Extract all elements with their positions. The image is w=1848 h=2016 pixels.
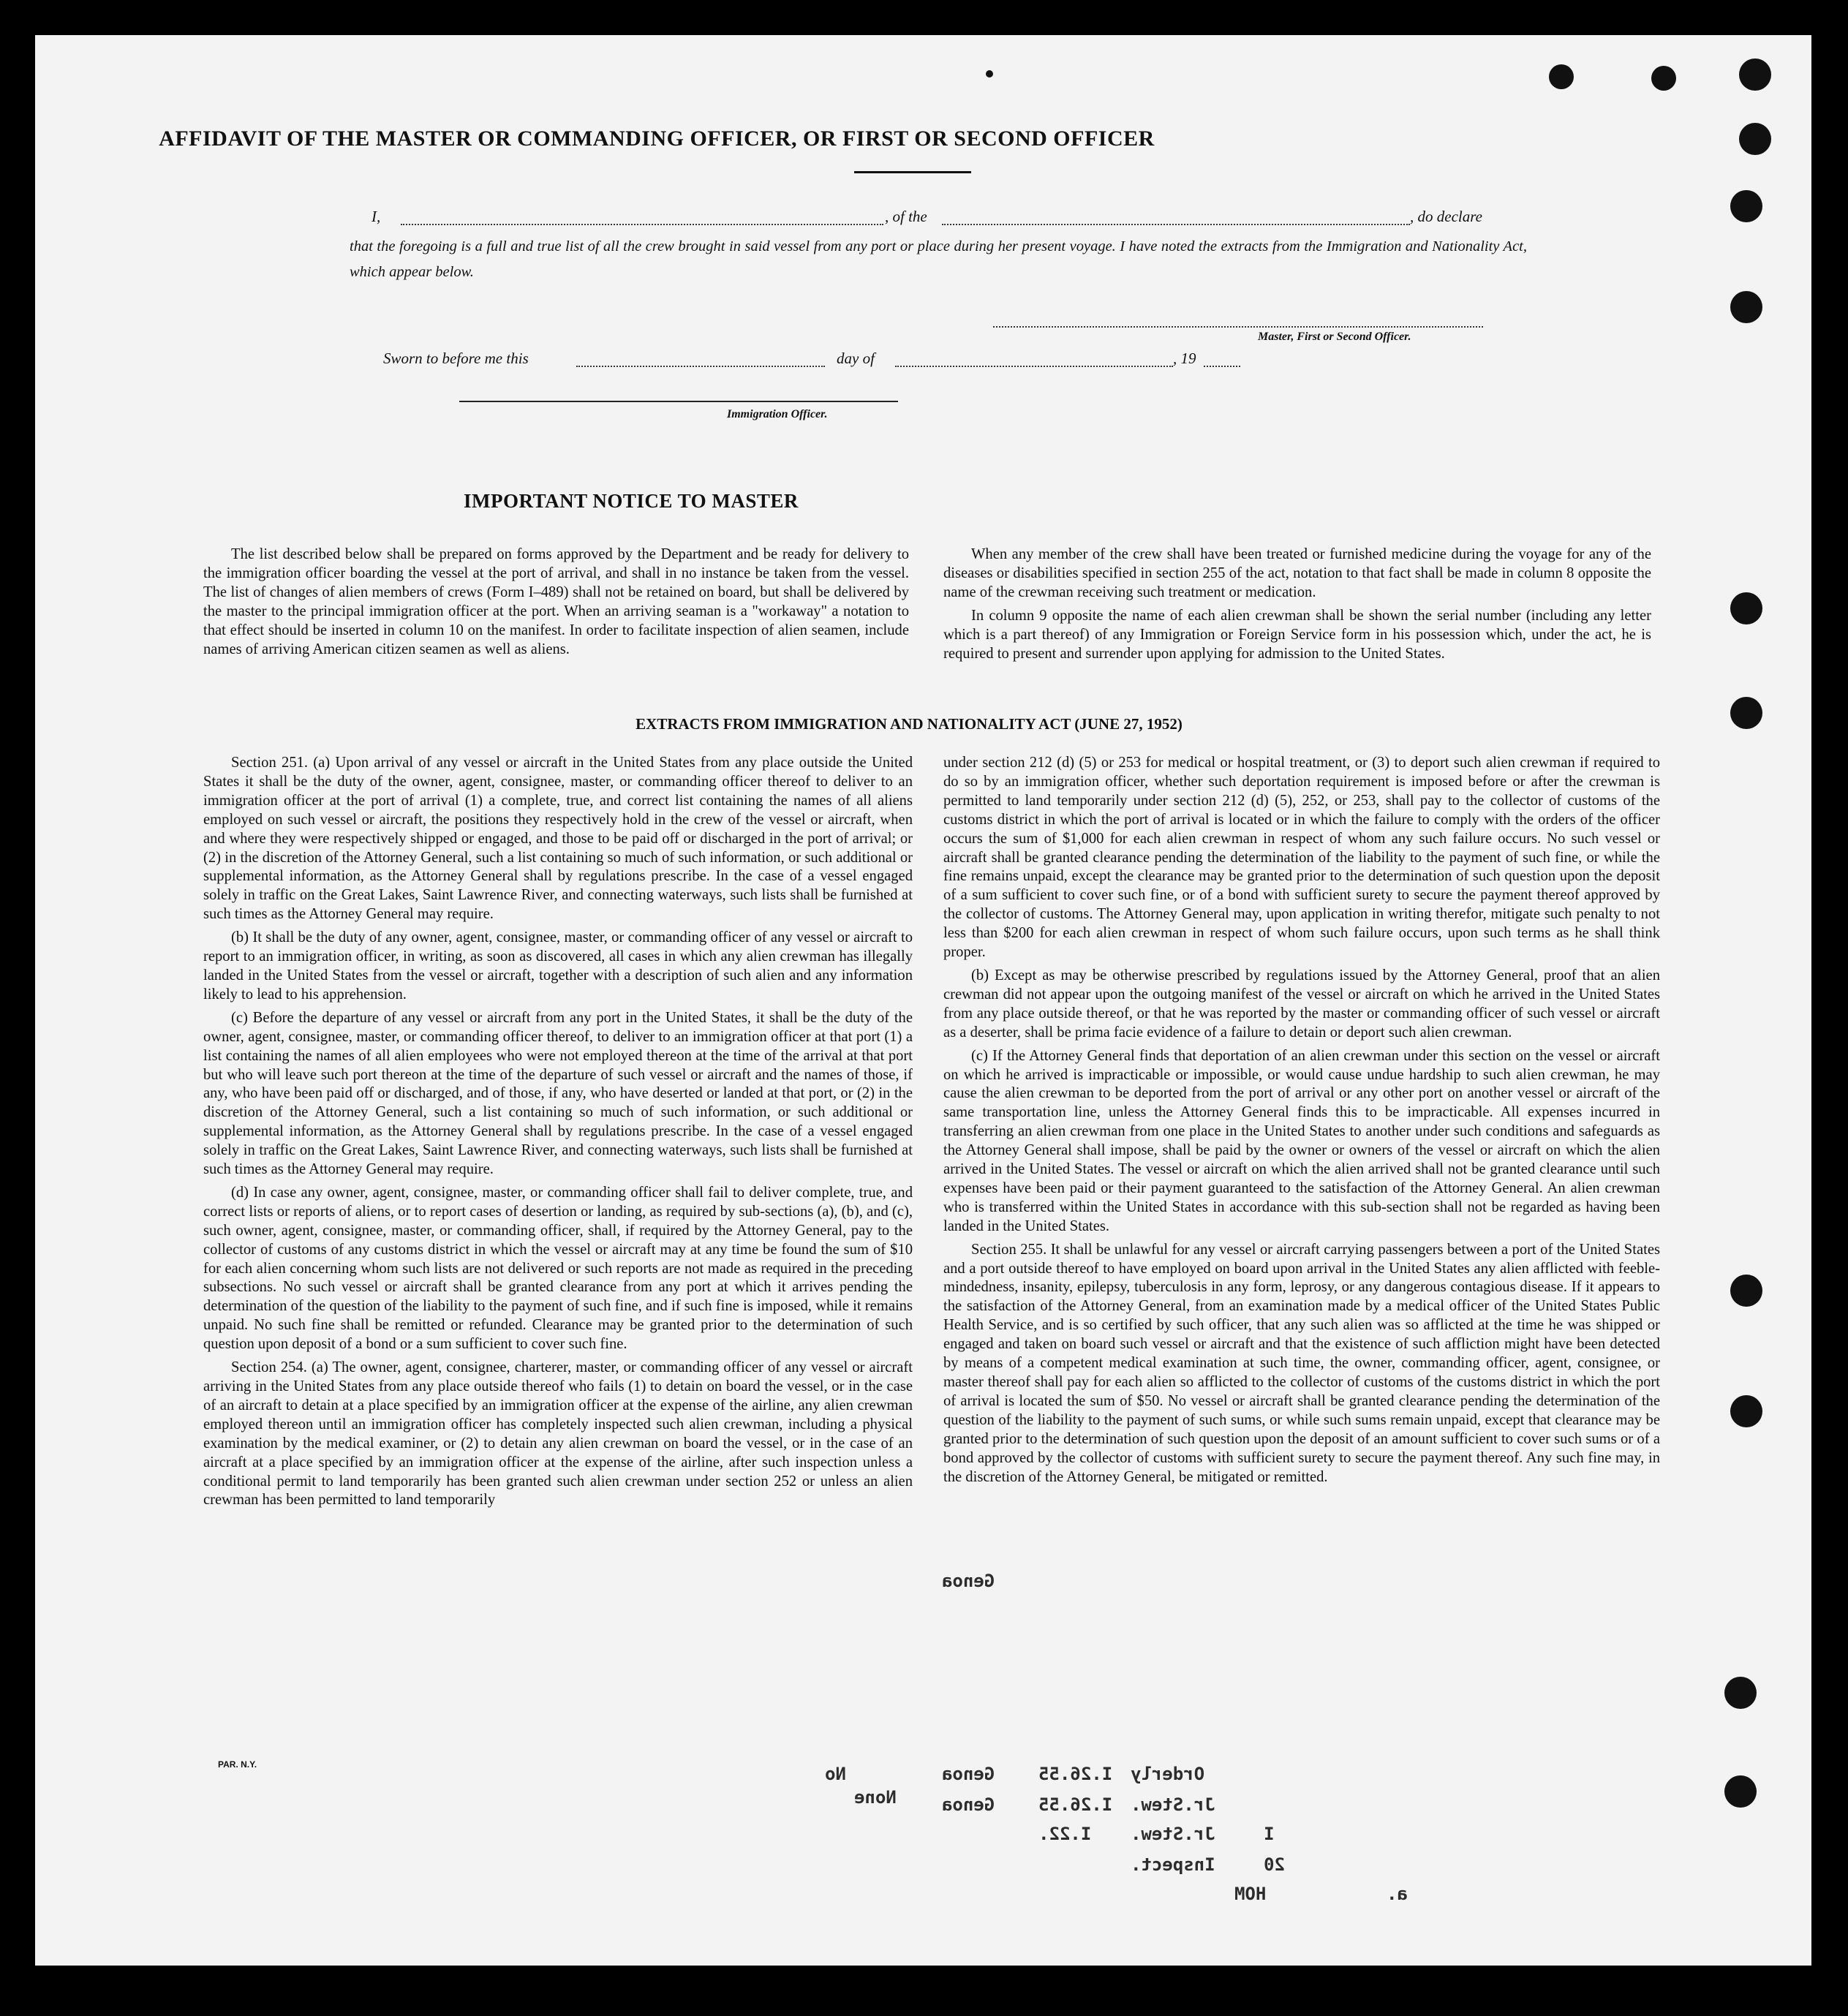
- bleed-through-text: I.22.: [1038, 1824, 1092, 1844]
- punch-hole: [1730, 190, 1762, 222]
- master-caption: Master, First or Second Officer.: [1258, 331, 1411, 343]
- punch-hole: [1730, 1275, 1762, 1307]
- bleed-through-text: Inspect.: [1131, 1854, 1215, 1875]
- declaration-of-the: , of the: [885, 208, 927, 225]
- punch-hole: [1730, 291, 1762, 323]
- punch-hole: [1651, 66, 1676, 91]
- notice-left-text: The list described below shall be prepared on forms approved by the Department and be ready for delivery to the immigration officer boarding the vessel at the port of arrival, and shall in no instance be taken from the vessel. The list of changes of alien members of crews (Form I–489) shall not be retained on board, but shall be delivered by the master to the principal immigration officer at the port. When an arriving seaman is a "workaway" a notation to that effect should be inserted in column 10 on the manifest. In order to facilitate inspection of alien seamen, include names of arriving American citizen seamen as well as aliens.: [203, 546, 909, 657]
- section-254-c: (c) If the Attorney General finds that deportation of an alien crewman under this section on the vessel or aircraft on which he arrived is impracticable or impossible, or would cause undue hardship to such alien crewman, he may cause the alien crewman to be deported from the port of arrival or any other port on another vessel or aircraft of the same transportation line, unless the Attorney General finds this to be impracticable. All expenses incurred in transferring an alien crewman from one place in the United States to another under such conditions and safeguards as the Attorney General shall impose, shall be paid by the owner or owners of the vessel or aircraft on which the alien arrived in the United States. The vessel or aircraft on which the alien arrived shall not be granted clearance until such expenses have been paid or their payment guaranteed to the satisfaction of the Attorney General. An alien crewman who is transferred within the United States in accordance with this sub-section shall not be regarded as having been landed in the United States.: [943, 1047, 1660, 1234]
- year-blank: [1204, 366, 1240, 367]
- bleed-through-text: Genoa: [942, 1794, 995, 1815]
- punch-hole: [1549, 64, 1574, 89]
- bleed-through-text: I: [1264, 1824, 1275, 1844]
- extracts-heading: EXTRACTS FROM IMMIGRATION AND NATIONALITY ACT (JUNE 27, 1952): [636, 715, 1183, 733]
- title-underline: [854, 171, 971, 173]
- notice-right-column: [943, 545, 1651, 663]
- section-254-a-continued: under section 212 (d) (5) or 253 for medical or hospital treatment, or (3) to deport such alien crewman if required to do so by an immigration officer, whether such deportation requirement is imposed before or after the crewman is permitted to land temporarily under section 212 (d) (5), 252, or 253, shall pay to the collector of customs of the customs district in which the port of arrival is located or in which the failure to comply with the orders of the officer occurs the sum of $1,000 for each alien crewman in respect of whom any such failure occurs. No such vessel or aircraft shall be granted clearance pending the determination of the liability to the payment of such fine, or while the fine remains unpaid, except the clearance may be granted prior to the determination of such question upon the deposit of a sum sufficient to cover such fine, or of a bond with sufficient surety to secure the payment thereof approved by the collector of customs. The Attorney General may, upon application in writing therefor, mitigate such penalty to not less than $200 for each alien crewman in respect of whom such failure occurs, upon such terms as he shall think proper.: [943, 755, 1660, 961]
- bleed-through-text: No: [825, 1764, 846, 1784]
- name-blank: [401, 224, 883, 225]
- extracts-right-column: [943, 754, 1660, 1487]
- section-251-b: (b) It shall be the duty of any owner, agent, consignee, master, or commanding officer of any vessel or aircraft to report to an immigration officer, in writing, as soon as discovered, all cases in which any alien crewman has illegally landed in the United States from the vessel or aircraft, together with a description of such alien and any information likely to lead to his apprehension.: [203, 929, 913, 1003]
- bleed-through-text: HOM: [1234, 1884, 1267, 1904]
- notice-left-column: [203, 545, 909, 659]
- bleed-through-text: I.26.55: [1038, 1764, 1113, 1784]
- section-251-a: Section 251. (a) Upon arrival of any vessel or aircraft in the United States from any place outside the United States it shall be the duty of the owner, agent, consignee, master, or commanding officer thereof to deliver to an immigration officer at the port of arrival (1) a complete, true, and correct list containing the names of all aliens employed on such vessel or aircraft, the positions they respectively hold in the crew of the vessel or aircraft, when and where they were respectively shipped or engaged, and those to be paid off or discharged in the port of arrival; or (2) in the discretion of the Attorney General, such a list containing so much of such information, or such additional or supplemental information, as the Attorney General shall by regulations prescribe. In the case of a vessel engaged solely in traffic on the Great Lakes, Saint Lawrence River, and connecting waterways, such lists shall be furnished at such times as the Attorney General may require.: [203, 755, 913, 923]
- punch-hole: [1739, 123, 1771, 155]
- bleed-through-text: Jr.Stew.: [1131, 1794, 1215, 1815]
- punch-hole: [1739, 58, 1771, 91]
- punch-hole: [1724, 1677, 1757, 1709]
- printer-mark: PAR. N.Y.: [218, 1759, 257, 1770]
- bleed-through-text: Orderly: [1131, 1764, 1205, 1784]
- speck: [986, 70, 993, 78]
- section-254-b: (b) Except as may be otherwise prescribed by regulations issued by the Attorney General, proof that an alien crewman did not appear upon the outgoing manifest of the vessel or aircraft on which he arrived in the United States from any place outside thereof, or that he was reported by the master or commanding officer of such vessel or aircraft as a deserter, shall be prima facie evidence of a failure to detain or deport such alien crewman.: [943, 967, 1660, 1041]
- punch-hole: [1724, 1775, 1757, 1808]
- sworn-label: Sworn to before me this: [383, 350, 529, 367]
- bleed-through-text: a.: [1387, 1884, 1408, 1904]
- section-254-a: Section 254. (a) The owner, agent, consignee, charterer, master, or commanding officer of any vessel or aircraft arriving in the United States from any place outside thereof who fails (1) to detain on board the vessel, or in the case of an aircraft to detain at a place specified by an immigration officer at the expense of the airline, any alien crewman employed thereon until an immigration officer has completely inspected such alien crewman, including a physical examination by the medical examiner, or (2) to detain any alien crewman on board the vessel, or in the case of an aircraft at a place specified by an immigration officer at the expense of the airline, after such inspection unless a conditional permit to land temporarily has been granted such alien crewman under section 252 or unless an alien crewman has been permitted to land temporarily: [203, 1359, 913, 1509]
- notice-right-text-2: In column 9 opposite the name of each alien crewman shall be shown the serial number (including any letter which is a part thereof) of any Immigration or Foreign Service form in his possession which, under the act, he is required to present and surrender upon applying for admission to the United States.: [943, 607, 1651, 662]
- officer-signature-line: [459, 401, 898, 402]
- bleed-through-text: Jr.Stew.: [1131, 1824, 1215, 1844]
- vessel-blank: [942, 224, 1410, 225]
- declaration-statement: that the foregoing is a full and true list of all the crew brought in said vessel from any port or place during her present voyage. I have noted the extracts from the Immigration and Nationality Act, which appear below.: [350, 238, 1527, 280]
- section-251-c: (c) Before the departure of any vessel or aircraft from any port in the United States, it shall be the duty of the owner, agent, consignee, master, or commanding officer thereof, to deliver to an immigration officer at that port (1) a list containing the names of all alien employees who were not employed thereon at the time of the arrival at that port but who will leave such port thereon at the time of the departure of such vessel or aircraft and the names of those, if any, who have been paid off or discharged, and of those, if any, who have deserted or landed at that port, or (2) in the discretion of the Attorney General, such a list containing so much of such information, or such additional or supplemental information, as the Attorney General shall by regulations prescribe. In the case of a vessel engaged solely in traffic on the Great Lakes, Saint Lawrence River, and connecting waterways, such lists shall be furnished at such times as the Attorney General may require.: [203, 1009, 913, 1178]
- bleed-through-text: None: [854, 1787, 897, 1808]
- master-signature-line: [993, 326, 1483, 328]
- year-prefix: , 19: [1173, 350, 1196, 367]
- section-251-d: (d) In case any owner, agent, consignee, master, or commanding officer shall fail to deliver complete, true, and correct lists or reports of aliens, or to report cases of desertion or landing, as required by sub-sections (a), (b), and (c), such owner, agent, consignee, master, or commanding officer, shall, if required by the Attorney General, pay to the collector of customs of any customs district in which the vessel or aircraft may at any time be found the sum of $10 for each alien concerning whom such lists are not delivered or such reports are not made as required in the preceding subsections. No such vessel or aircraft shall be granted clearance from any port at which it arrives pending the determination of the question of the liability to the payment of such fine, and if such fine is imposed, while it remains unpaid. No such fine shall be remitted or refunded. Clearance may be granted prior to the determination of such question upon deposit of a bond or a sum sufficient to cover such fine.: [203, 1184, 913, 1353]
- extracts-left-column: [203, 754, 913, 1510]
- section-255: Section 255. It shall be unlawful for any vessel or aircraft carrying passengers between a port of the United States and a port outside thereof to have employed on board upon arrival in the United States any alien afflicted with feeble-mindedness, insanity, epilepsy, tuberculosis in any form, leprosy, or any dangerous contagious disease. If it appears to the satisfaction of the Attorney General, from an examination made by a medical officer of the United States Public Health Service, and is so certified by such officer, that any such alien was so afflicted at the time he was shipped or engaged and taken on board such vessel or aircraft and that the existence of such affliction might have been detected by means of a competent medical examination at such time, the owner, commanding officer, agent, consignee, or master thereof shall pay for each alien so afflicted to the collector of customs of the customs district in which the port of arrival is located the sum of $50. No vessel or aircraft shall be granted clearance pending the determination of the question of the liability to the payment of such sums, or while such sums remain unpaid, except that clearance may be granted prior to the determination of such question upon the deposit of an amount sufficient to cover such sums or of a bond approved by the collector of customs with sufficient surety to secure the payment thereof. Any such fine may, in the discretion of the Attorney General, be mitigated or remitted.: [943, 1241, 1660, 1485]
- document-page: [35, 35, 1811, 1966]
- bleed-through-text: I.26.55: [1038, 1794, 1113, 1815]
- declaration-i-label: I,: [372, 208, 381, 225]
- affidavit-title: AFFIDAVIT OF THE MASTER OR COMMANDING OFFICER, OR FIRST OR SECOND OFFICER: [159, 127, 1155, 151]
- officer-caption: Immigration Officer.: [727, 408, 828, 420]
- declaration-do-declare: , do declare: [1410, 208, 1482, 225]
- notice-right-text-1: When any member of the crew shall have been treated or furnished medicine during the voyage for any of the diseases or disabilities specified in section 255 of the act, notation to that fact shall be made in column 8 opposite the name of the crewman receiving such treatment or medication.: [943, 546, 1651, 600]
- punch-hole: [1730, 592, 1762, 624]
- day-of-label: day of: [837, 350, 875, 367]
- notice-heading: IMPORTANT NOTICE TO MASTER: [464, 490, 799, 512]
- sworn-day-blank: [576, 366, 825, 367]
- bleed-through-text: Genoa: [942, 1571, 995, 1591]
- bleed-through-text: Genoa: [942, 1764, 995, 1784]
- punch-hole: [1730, 1395, 1762, 1427]
- month-blank: [895, 366, 1173, 367]
- bleed-through-text: 20: [1264, 1854, 1285, 1875]
